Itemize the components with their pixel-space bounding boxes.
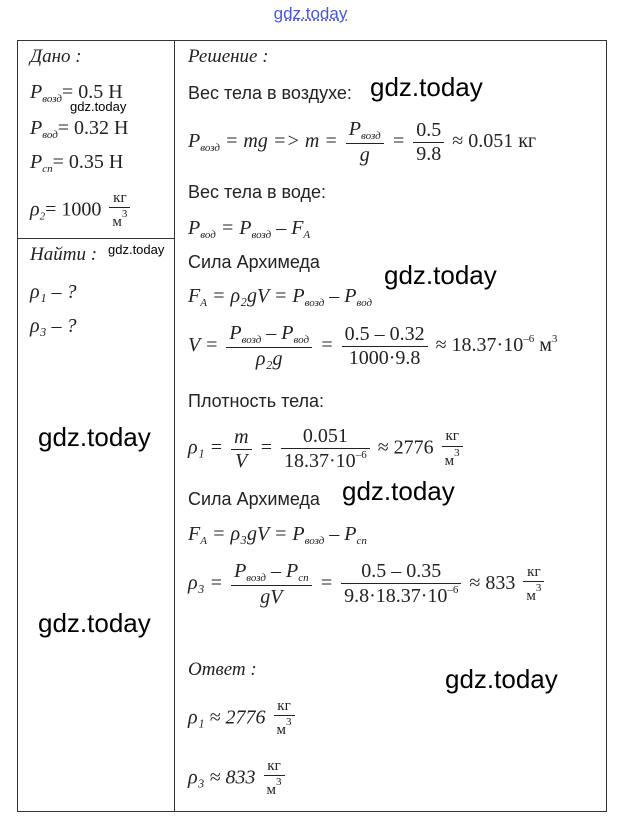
watermark: gdz.today <box>38 608 151 638</box>
given-p-air: $P_{возд}= 0.5$ Н <box>30 81 123 105</box>
eq-density-3: ρ₃ = $\frac{P_{возд} - P_{сп}}{gV}$ = $\frac{0.5 - 0.35}{9.8\cdot 18.37\cdot 10^{-6}}$ ≈ 833 $\frac{кг}{м^3}$ <box>188 560 547 609</box>
watermark: gdz.today <box>384 260 497 290</box>
eq-archimedes-2: $F_A = \rho_3gV = P_{возд} - P_{сп}$ <box>188 523 367 547</box>
solution-header: Решение : <box>188 46 269 67</box>
watermark: gdz.today <box>342 476 455 506</box>
given-header: Дано : <box>30 46 82 67</box>
find-rho3: ρ₃ – ? <box>30 315 77 337</box>
water-weight-label: Вес тела в воде: <box>188 182 327 202</box>
find-header: Найти : <box>30 244 98 265</box>
given-p-water: $P_{вод}= 0.32$ Н <box>30 117 129 141</box>
given-find-divider <box>17 238 175 239</box>
eq-archimedes-1: $F_A = \rho_2gV = P_{возд} - P_{вод}$ <box>188 285 373 309</box>
given-p-alcohol: $P_{сп}= 0.35$ Н <box>30 151 124 175</box>
answer-rho3: ρ₃ ≈ 833 $\frac{кг}{м^3}$ <box>188 758 288 800</box>
answer-rho1: ρ₁ ≈ 2776 $\frac{кг}{м^3}$ <box>188 698 298 740</box>
watermark: gdz.today <box>108 242 165 257</box>
archimedes-label-1: Сила Архимеда <box>188 252 320 272</box>
watermark: gdz.today <box>70 99 127 114</box>
answer-header: Ответ : <box>188 659 257 680</box>
find-rho1: ρ₁ – ? <box>30 281 77 303</box>
eq-density-1: ρ₁ = $\frac{m}{V}$ = $\frac{0.051}{18.37\cdot 10^{-6}}$ ≈ 2776 $\frac{кг}{м^3}$ <box>188 425 466 473</box>
archimedes-label-2: Сила Архимеда <box>188 489 320 509</box>
column-divider <box>174 40 175 812</box>
eq-volume: V = $\frac{P_{возд} - P_{вод}}{\text{ρ₂g}}$ = $\frac{0.5 - 0.32}{1000\cdot 9.8}$ ≈ $18.37\cdot 10^{-6}$ $м^3$ <box>188 322 558 370</box>
site-title[interactable]: gdz.today <box>273 4 348 23</box>
given-rho2: $\rho_2= 1000$ $\frac{кг}{м^3}$ <box>30 190 133 232</box>
watermark: gdz.today <box>445 664 558 694</box>
eq-water-weight: $P_{вод} = P_{возд} - F_A$ <box>188 217 311 241</box>
eq-mass: $P_{возд}$ = mg => m = $\frac{P_{возд}}{g}$ = $\frac{0.5}{9.8}$ ≈ 0.051 кг <box>188 118 537 166</box>
watermark: gdz.today <box>38 422 151 452</box>
watermark: gdz.today <box>370 72 483 102</box>
density-label: Плотность тела: <box>188 391 325 411</box>
air-weight-label: Вес тела в воздухе: <box>188 83 352 103</box>
